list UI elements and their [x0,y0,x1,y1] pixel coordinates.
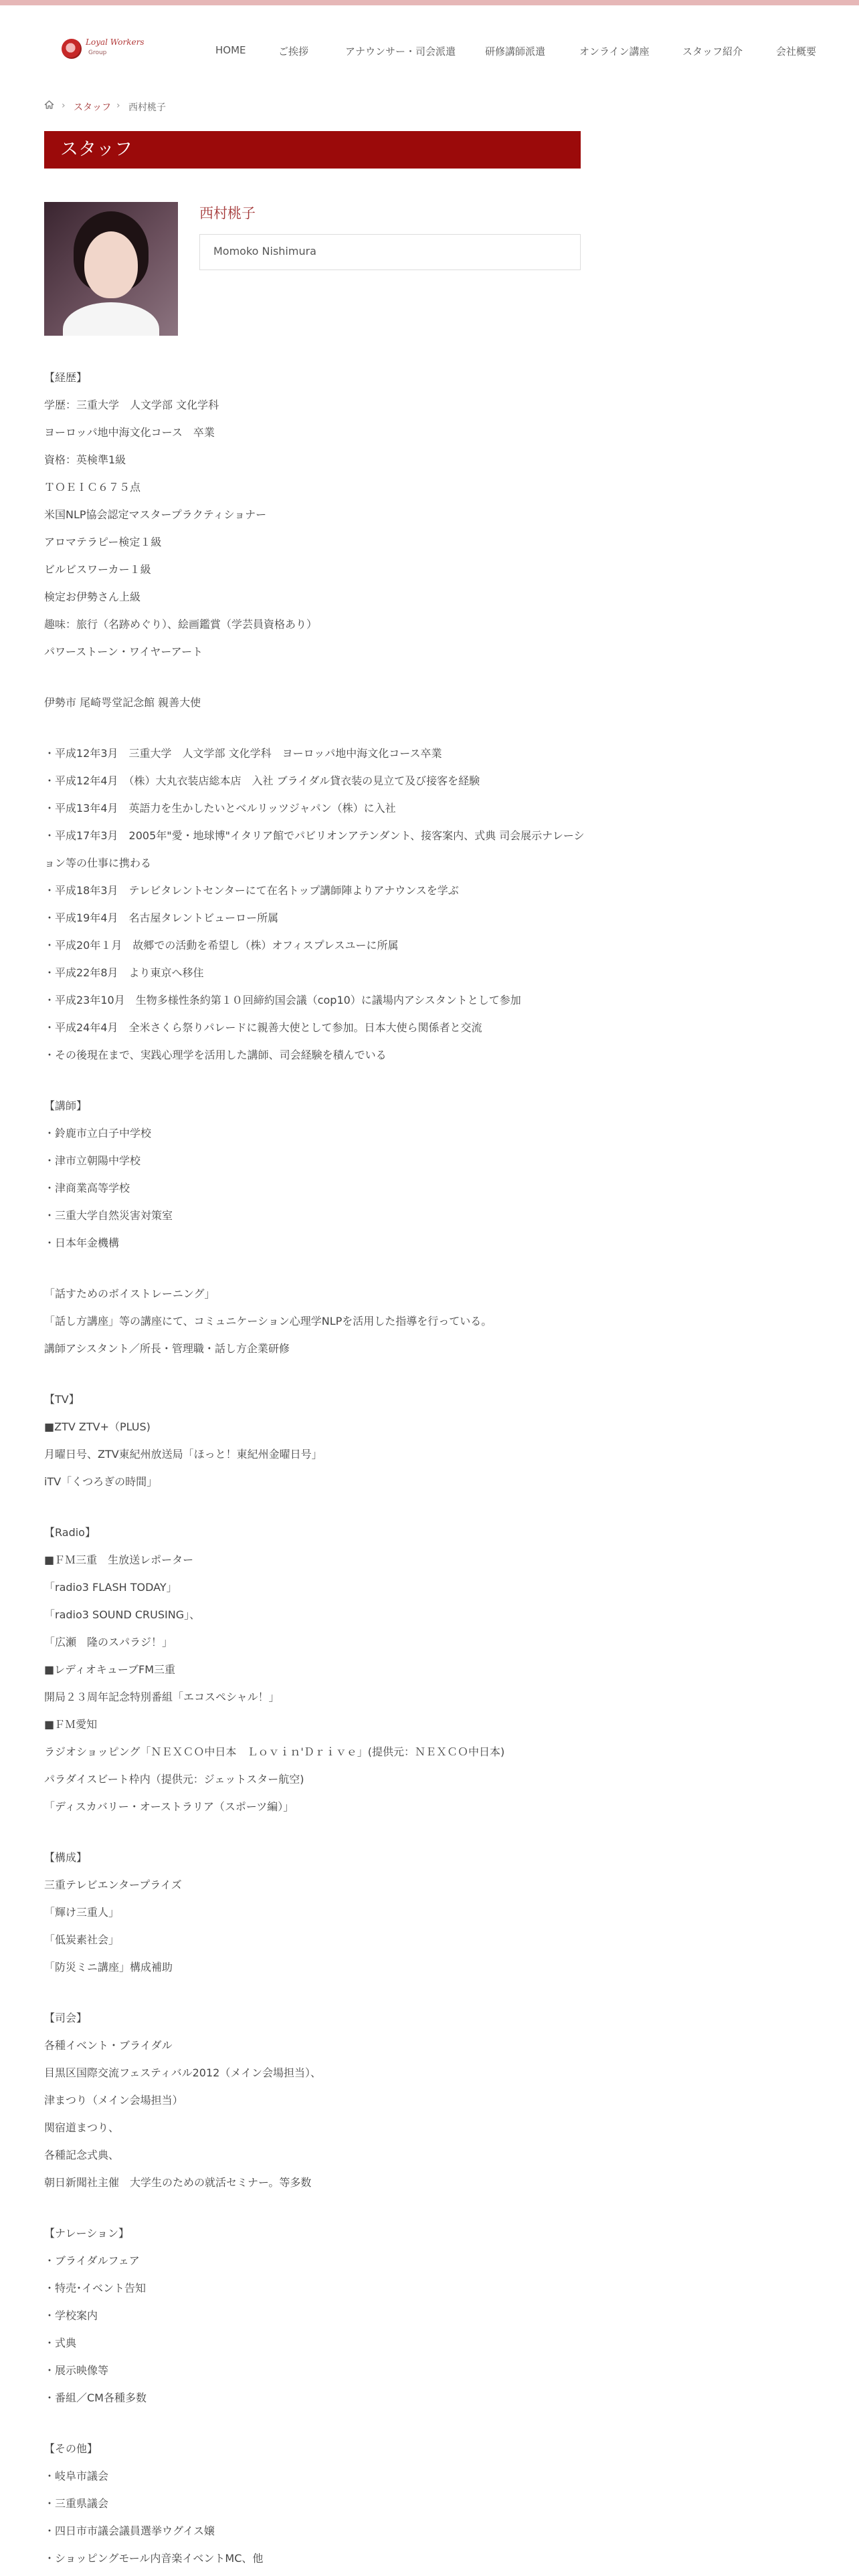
page-title-bar [44,131,581,169]
section-line: ・ショッピングモール内音楽イベントMC、他 [44,2552,264,2565]
section-line: ・岐阜市議会 [44,2470,109,2482]
section-heading: 【その他】 [44,2442,98,2455]
nav-announcer-dispatch[interactable]: アナウンサー・司会派遣 [345,45,456,58]
breadcrumb-separator: › [62,100,66,111]
section-line: ・津商業高等学校 [44,1182,130,1194]
top-accent-bar [0,0,859,5]
nav-staff[interactable]: スタッフ紹介 [682,45,743,58]
section-line: 「防災ミニ講座」構成補助 [44,1961,173,1973]
section-line: アロマテラピー検定１級 [44,536,162,548]
photo-face [84,231,138,298]
section-gap [44,1069,593,1092]
section-line: ・四日市市議会議員選挙ウグイス嬢 [44,2525,215,2537]
section-line: ・特売･イベント告知 [44,2282,147,2294]
section-line: ・平成20年１月 故郷での活動を希望し（株）オフィスプレスユーに所属 [44,939,399,952]
section-line: 各種記念式典、 [44,2149,120,2161]
section-line: ヨーロッパ地中海文化コース 卒業 [44,426,215,439]
section-line: 開局２３周年記念特別番組「エコスペシャル！」 [44,1691,280,1703]
section-line: ビルビスワーカー１級 [44,563,151,576]
photo-body [63,302,159,336]
section-line: 趣味：旅行（名跡めぐり）、絵画鑑賞（学芸員資格あり） [44,618,318,631]
section-line: 検定お伊勢さん上級 [44,591,141,603]
section-line: 「広瀬 隆のスパラジ！」 [44,1636,173,1648]
staff-romaji: Momoko Nishimura [213,245,316,257]
section-gap [44,2411,593,2435]
section-line: ＴＯＥＩＣ６７５点 [44,481,141,494]
section-line: ・平成23年10月 生物多様性条約第１０回締約国会議（cop10）に議場内アシスタントとして参加 [44,994,521,1006]
section-heading: 「話すためのボイストレーニング」 [44,1287,215,1300]
section-line: 「話し方講座」等の講座にて、コミュニケーション心理学NLPを活用した指導を行っている。 [44,1315,492,1327]
section-line: 「radio3 FLASH TODAY」 [44,1581,177,1594]
nav-online-course[interactable]: オンライン講座 [579,45,650,58]
section-heading: 【経歴】 [44,371,88,384]
section-gap [44,1257,593,1280]
section-line: 「ディスカバリー・オーストラリア（スポーツ編）」 [44,1800,294,1813]
section-line: ・平成18年3月 テレビタレントセンターにて在名トップ講師陣よりアナウンスを学ぶ [44,884,459,897]
section-heading: 【司会】 [44,2012,88,2024]
home-icon[interactable] [44,100,54,112]
section-line: ・津市立朝陽中学校 [44,1154,141,1167]
section-line: 関宿道まつり、 [44,2121,120,2134]
section-line: 「radio3 SOUND CRUSING」、 [44,1608,201,1621]
logo-text: Loyal Workers [86,37,145,47]
section-heading: 【構成】 [44,1851,88,1864]
section-line: 「低炭素社会」 [44,1933,120,1946]
section-line: 三重テレビエンタープライズ [44,1879,182,1891]
section-line: ・学校案内 [44,2309,98,2322]
section-heading: 伊勢市 尾崎咢堂記念館 親善大使 [44,696,201,709]
section-line: 「輝け三重人」 [44,1906,120,1919]
section-line: ・番組／CM各種多数 [44,2391,147,2404]
section-line: ・展示映像等 [44,2364,109,2377]
section-line: ・日本年金機構 [44,1237,120,1249]
section-line: ・式典 [44,2337,77,2349]
nav-greeting[interactable]: ご挨拶 [278,45,309,58]
profile-content [44,364,593,2572]
section-line: ・鈴鹿市立白子中学校 [44,1127,152,1140]
breadcrumb-separator: › [116,100,120,111]
section-gap [44,665,593,689]
section-line: 目黒区国際交流フェスティバル2012（メイン会場担当）、 [44,2066,321,2079]
section-line: 学歴：三重大学 人文学部 文化学科 [44,399,219,411]
section-line: ・平成13年4月 英語力を生かしたいとベルリッツジャパン（株）に入社 [44,802,396,815]
section-line: 講師アシスタント／所長・管理職・話し方企業研修 [44,1342,290,1355]
section-gap [44,1362,593,1386]
section-gap [44,1495,593,1519]
section-gap [44,1981,593,2004]
section-line: ・三重大学自然災害対策室 [44,1209,173,1222]
section-gap [44,1820,593,1844]
breadcrumb-current: 西村桃子 [128,102,166,113]
section-line: ■ＦＭ愛知 [44,1718,98,1731]
section-heading: 【講師】 [44,1099,88,1112]
page-title: スタッフ [60,139,132,160]
section-line: ■レディオキューブFM三重 [44,1663,176,1676]
section-line: 米国NLP協会認定マスタープラクティショナー [44,508,267,521]
section-line: ■ＦＭ三重 生放送レポーター [44,1553,194,1566]
main-nav [0,44,859,58]
section-line: 津まつり（メイン会場担当） [44,2094,183,2107]
breadcrumb-staff-link[interactable]: スタッフ [74,102,111,113]
staff-name: 西村桃子 [199,205,256,221]
section-line: パワーストーン・ワイヤーアート [44,645,203,658]
section-line: iTV「くつろぎの時間」 [44,1475,158,1488]
section-line: ・平成17年3月 2005年"愛・地球博"イタリア館でパビリオンアテンダント、接客案内、式典 司会展示ナレーション等の仕事に携わる [44,829,585,869]
section-line: ラジオショッピング「ＮＥＸＣＯ中日本 Ｌｏｖｉｎ'Ｄｒｉｖｅ」(提供元：ＮＥＸＣＯ中日本) [44,1745,505,1758]
section-line: 朝日新聞社主催 大学生のための就活セミナー。等多数 [44,2176,312,2189]
nav-trainer-dispatch[interactable]: 研修講師派遣 [485,45,546,58]
nav-home[interactable]: HOME [215,44,246,56]
section-line: ・平成19年4月 名古屋タレントビューロー所属 [44,911,279,924]
breadcrumb [44,100,312,114]
section-heading: 【Radio】 [44,1526,96,1539]
section-gap [44,2196,593,2220]
section-gap [44,716,593,740]
logo-subtext: Group [88,49,107,56]
nav-company[interactable]: 会社概要 [776,45,817,58]
section-line: ・ブライダルフェア [44,2254,140,2267]
section-line: 月曜日号、ZTV東紀州放送局「ほっと！東紀州金曜日号」 [44,1448,322,1461]
site-header [0,5,859,86]
staff-romaji-box [199,234,581,270]
section-line: ■ZTV ZTV+（PLUS) [44,1420,151,1433]
section-line: ・平成22年8月 より東京へ移住 [44,966,204,979]
section-line: パラダイスビート枠内（提供元：ジェットスター航空) [44,1773,304,1786]
section-line: ・三重県議会 [44,2497,109,2510]
section-heading: 【TV】 [44,1393,80,1406]
section-line: ・平成24年4月 全米さくら祭りパレードに親善大使として参加。日本大使ら関係者と交流 [44,1021,482,1034]
section-line: ・平成12年4月 （株）大丸衣装店総本店 入社 ブライダル貸衣装の見立て及び接客を経験 [44,774,480,787]
staff-photo [44,202,178,336]
section-line: 各種イベント・ブライダル [44,2039,173,2052]
section-heading: ・平成12年3月 三重大学 人文学部 文化学科 ヨーロッパ地中海文化コース卒業 [44,747,442,760]
section-heading: 【ナレーション】 [44,2227,130,2240]
section-line: 資格：英検準1級 [44,453,126,466]
section-line: ・その後現在まで、実践心理学を活用した講師、司会経験を積んでいる [44,1049,387,1061]
